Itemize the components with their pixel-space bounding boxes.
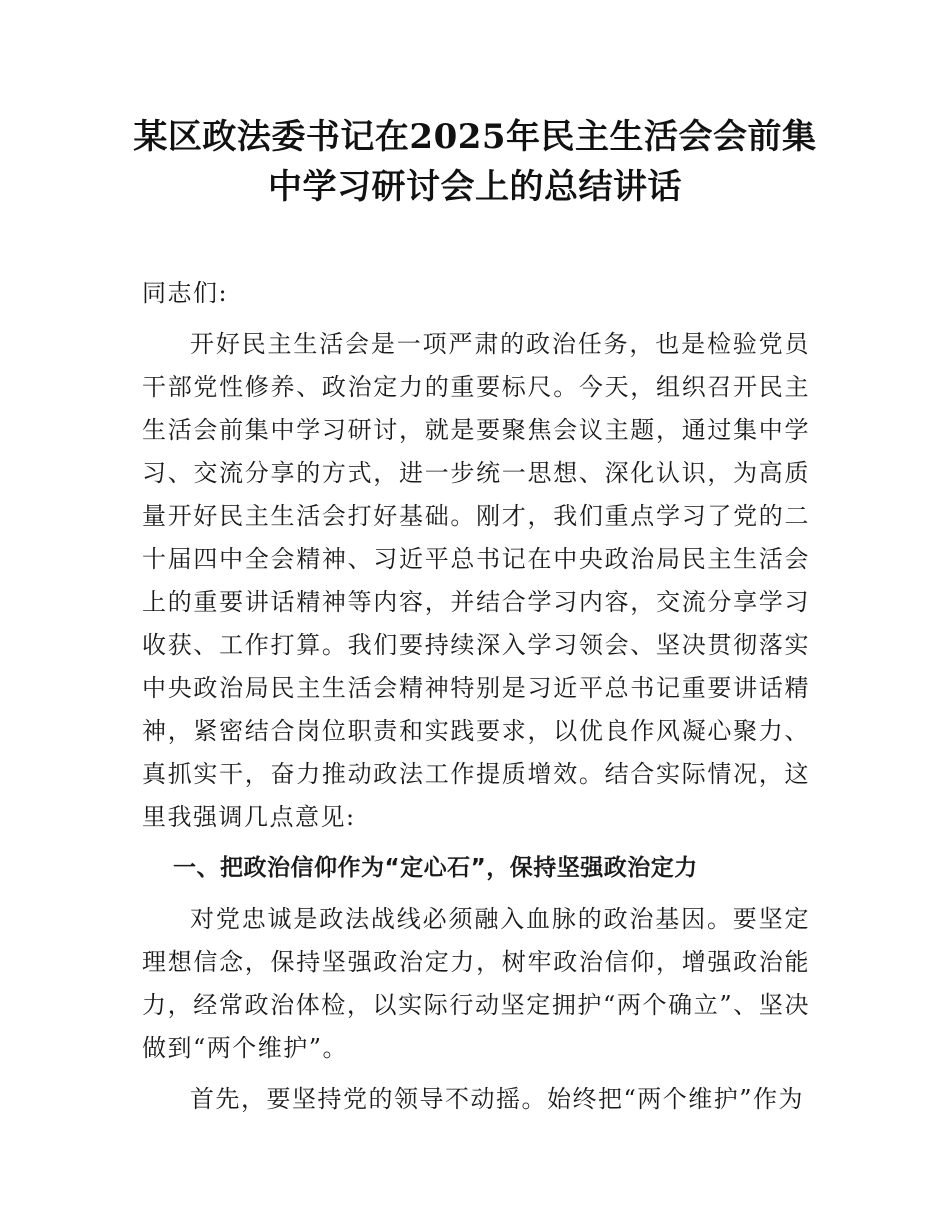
document-title: [120, 112, 830, 212]
document-body: [142, 272, 810, 1129]
paragraph-intro: 开好民主生活会是一项严肃的政治任务，也是检验党员干部党性修养、政治定力的重要标尺。今天，组织召开民主生活会前集中学习研讨，就是要聚焦会议主题，通过集中学习、交流分享的方式，进一步统一思想、深化认识，为高质量开好民主生活会打好基础。刚才，我们重点学习了党的二十届四中全会精神、习近平总书记在中央政治局民主生活会上的重要讲话精神等内容，并结合学习内容，交流分享学习收获、工作打算。我们要持续深入学习领会、坚决贯彻落实中央政治局民主生活会精神特别是习近平总书记重要讲话精神，紧密结合岗位职责和实践要求，以优良作风凝心聚力、真抓实干，奋力推动政法工作提质增效。结合实际情况，这里我强调几点意见:: [142, 330, 810, 831]
title-line-2: 中学习研讨会上的总结讲话: [268, 167, 682, 207]
salutation: 同志们:: [142, 279, 229, 307]
title-line-1: 某区政法委书记在2025年民主生活会会前集: [133, 117, 817, 157]
paragraph-loyalty: 对党忠诚是政法战线必须融入血脉的政治基因。要坚定理想信念，保持坚强政治定力，树牢政治信仰，增强政治能力，经常政治体检，以实际行动坚定拥护“两个确立”、坚决做到“两个维护”。: [142, 905, 810, 1062]
section-heading-1: 一、把政治信仰作为“定心石”，保持坚强政治定力: [173, 855, 698, 881]
paragraph-first-point: 首先，要坚持党的领导不动摇。始终把“两个维护”作为: [190, 1085, 805, 1113]
